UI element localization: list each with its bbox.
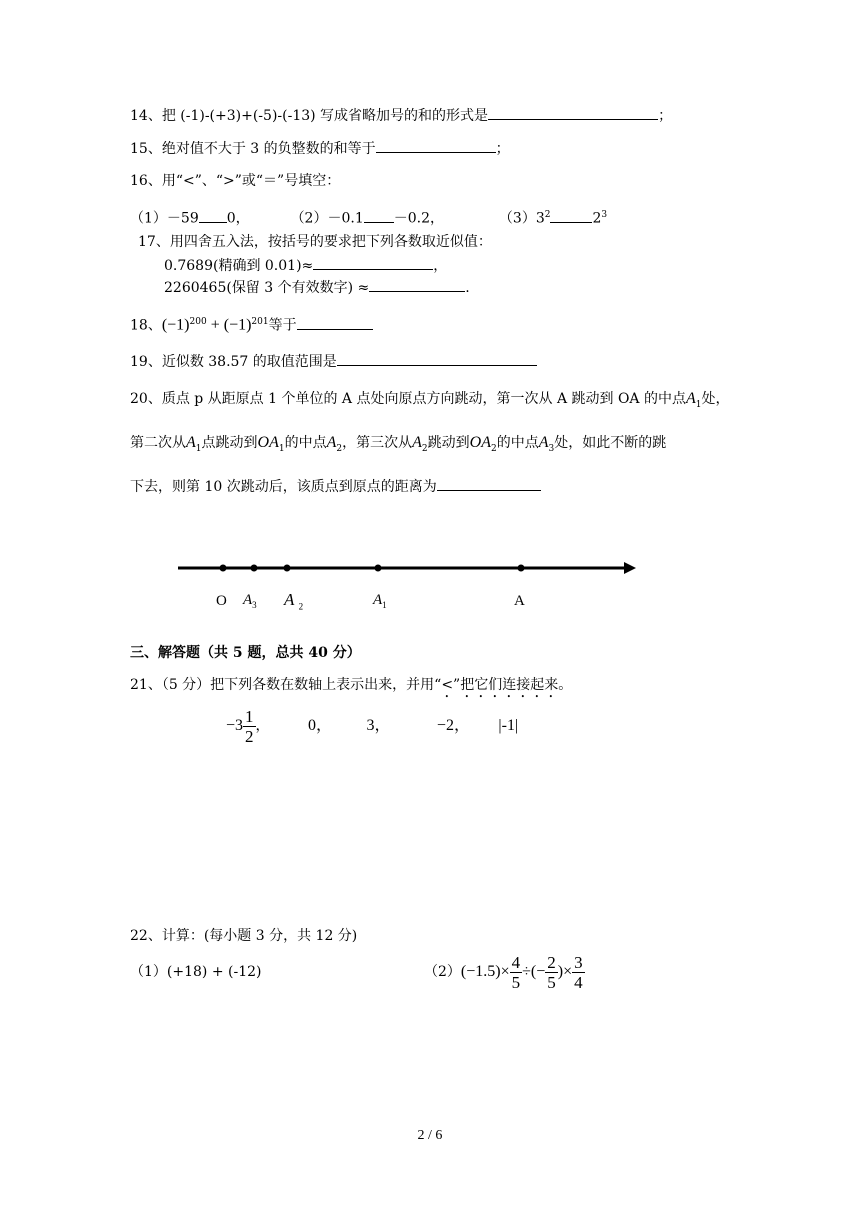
answer-blank[interactable] [297,314,373,330]
point-a1 [375,565,382,572]
fraction: $\frac{3}{4}$ [574,952,583,992]
question-17-b: 2260465(保留 3 个有效数字) ≈ . [164,276,470,298]
question-18: 18、$(-1)^{200} + (-1)^{201}$等于 [130,312,373,336]
question-20-line-2: 第二次从$A_1$点跳动到$OA_1$的中点$A_2$，第三次从$A_2$跳动到$OA_2$的中点$A_3$处，如此不断的跳 [130,434,667,454]
question-16-parts: （1）－59 0， （2）－0.1 －0.2， $(3)3^2$ $2^3$ [130,205,607,229]
question-20-line-3: 下去，则第 10 次跳动后，该质点到原点的距离为 [130,475,541,497]
axis-label-a3: $A_3$ [243,592,257,610]
section-title: 三、解答题（共 5 题，总共 40 分） [130,645,361,661]
axis-label-o: O [216,593,227,609]
page-number: 2 / 6 [417,1128,443,1143]
question-22: 22、计算：(每小题 3 分，共 12 分) [130,928,358,944]
point-o [220,565,227,572]
answer-blank[interactable] [364,207,394,223]
axis-label-a: A [514,593,525,609]
number-line [170,556,640,580]
question-20-line-1: 20、质点 p 从距原点 1 个单位的 A 点处向原点方向跳动，第一次从 A 跳动到 OA 的中点$A_1$处， [130,390,730,410]
point-a3 [251,565,258,572]
fraction: $\frac{2}{5}$ [547,952,556,992]
question-14: 14、把 (-1)-(+3)+(-5)-(-13) 写成省略加号的和的形式是 ； [130,104,672,126]
answer-blank[interactable] [313,254,433,270]
question-21-numbers: −3 $\frac{1}{2}$ ， 0， 3， −2， |-1| [226,706,519,746]
answer-blank[interactable] [376,137,496,153]
answer-blank[interactable] [369,276,465,292]
question-19: 19、近似数 38.57 的取值范围是 [130,350,537,372]
point-a2 [284,565,291,572]
answer-blank[interactable] [337,350,537,366]
answer-blank[interactable] [199,207,227,223]
question-17: 17、用四舍五入法，按括号的要求把下列各数取近似值： [138,234,492,250]
question-22-part-2: （2）(−1.5)× $\frac{4}{5}$ ÷(− $\frac{2}{5}$ )× $\frac{3}{4}$ [424,952,583,992]
question-22-part-1: （1）(+18) + (-12) [130,964,262,980]
answer-blank[interactable] [550,207,592,223]
answer-blank[interactable] [488,104,658,120]
arrow-head-icon [624,562,636,574]
question-16: 16、用“<”、“>”或“＝”号填空： [130,173,341,189]
answer-blank[interactable] [437,475,541,491]
question-21: 21、（5 分）把下列各数在数轴上表示出来，并用“<”把它们连接起来。 [130,677,573,693]
question-17-a: 0.7689(精确到 0.01)≈ ， [164,254,447,276]
question-15: 15、绝对值不大于 3 的负整数的和等于 ； [130,137,510,159]
axis-label-a1: $A_1$ [373,592,387,610]
axis-label-a2: A $_2$ [284,590,304,612]
point-a [518,565,525,572]
fraction: $\frac{4}{5}$ [511,952,521,992]
fraction: $\frac{1}{2}$ [245,706,254,746]
